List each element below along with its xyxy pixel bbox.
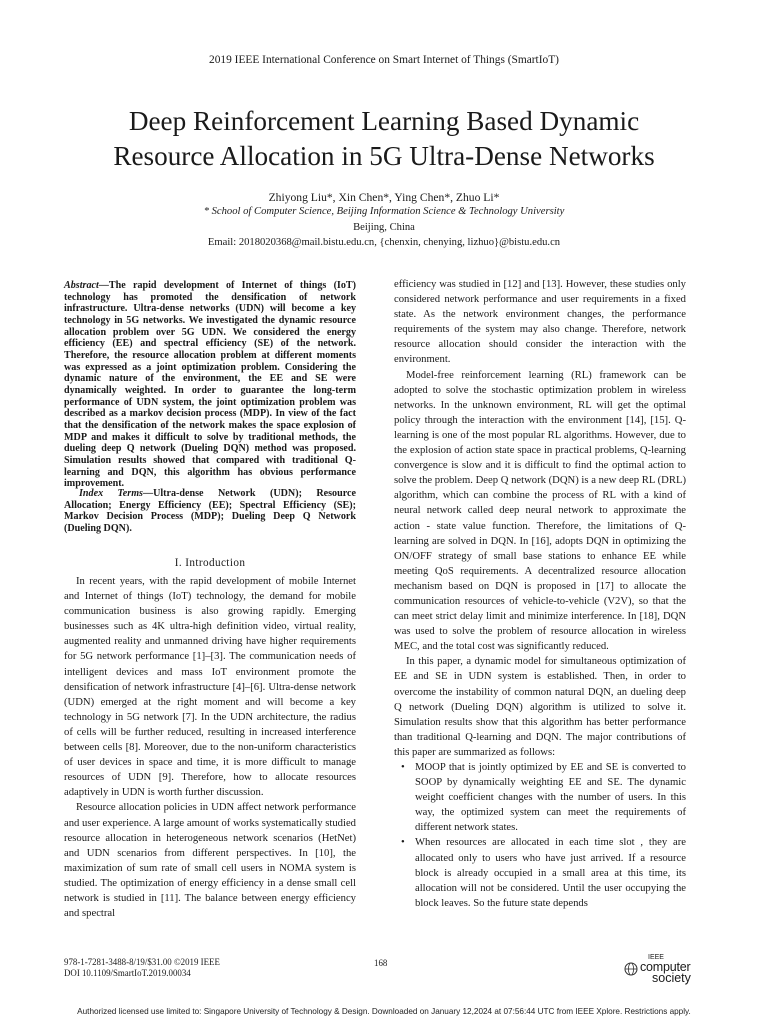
bullet-icon: • xyxy=(401,837,405,849)
paper-title-line-2: Resource Allocation in 5G Ultra-Dense Networks xyxy=(113,140,655,171)
abstract-label: Abstract xyxy=(64,280,99,291)
author-emails: Email: 2018020368@mail.bistu.edu.cn, {chenxin, chenying, lizhuo}@bistu.edu.cn xyxy=(207,237,561,248)
intro-paragraph-2: Resource allocation policies in UDN affect network performance and user experience. A large amount of works systematically studied resource allocation in heterogeneous network scenarios (HetNet) and UDN scenarios from different perspectives. In [10], the maximization of sum rate of small cell users in NOMA system is studied. The optimization of energy efficiency in a dense small cell network is studied in [11]. The balance between energy efficiency and spectral xyxy=(64,802,356,920)
contributions-list xyxy=(394,760,686,911)
right-column-body xyxy=(394,277,686,911)
globe-icon xyxy=(624,962,638,976)
right-paragraph-2: In this paper, a dynamic model for simultaneous optimization of EE and SE in UDN system is established. Then, in order to overcome the instability of common natural DQN, an dueling deep Q network (Dueling DQN) algorithm is utilized to solve it. Simulation results show that this algorithm has better performance than traditional Q-learning and DQN. The major contributions of this paper are summarized as follows: xyxy=(394,656,686,758)
bullet-icon: • xyxy=(401,762,405,773)
list-item xyxy=(401,835,686,910)
list-item-text: MOOP that is jointly optimized by EE and SE is converted to SOOP by dynamically weighting EE and SE. The dynamic weight coefficient changes with the number of users. In this way, the optimized system can meet the requirements of different network states. xyxy=(415,762,686,834)
section-heading-introduction: I. Introduction xyxy=(174,557,246,569)
index-terms-label: Index Terms xyxy=(79,488,143,499)
footer-doi: DOI 10.1109/SmartIoT.2019.00034 xyxy=(64,968,191,978)
list-item xyxy=(401,760,686,835)
license-notice: Authorized licensed use limited to: Singapore University of Technology & Design. Downloaded on January 12,2024 at 07:56:44 UTC from IEEE Xplore. Restrictions apply. xyxy=(77,1007,691,1016)
right-paragraph-1: Model-free reinforcement learning (RL) framework can be adopted to solve the stochastic optimization problem in wireless networks. In the unknown environment, RL will get the optimal policy through the interaction with the environment [14], [15]. Q-learning is one of the most popular RL algorithms. However, due to the explosion of action state space in practical problems, Q-learning convergence is slow and it is difficult to find the optimal action to solve the problem. Deep Q network (DQN) is a new deep RL (DRL) algorithm, which can combine the process of RL with a kind of neural network called deep neural network to approximate the action - state value function. Therefore, the limitations of Q-learning are solved in DQN. In [16], adopts DQN in optimizing the ON/OFF strategy of small base stations to enhance EE while meeting QoS requirements. A decentralized resource allocation mechanism based on DQN is proposed in [17] to allocate the communication resources of vehicle-to-vehicle (V2V), so that the can meet strict delay limit and minimize interference. In [18], DQN was used to solve the problem of resource allocation in wireless MEC, and the total cost was significantly reduced. xyxy=(394,369,686,653)
index-terms xyxy=(64,488,356,535)
logo-society-text: society xyxy=(652,971,691,985)
footer-isbn: 978-1-7281-3488-8/19/$31.00 ©2019 IEEE xyxy=(64,957,220,967)
paper-title-line-1: Deep Reinforcement Learning Based Dynamic xyxy=(128,106,640,136)
page-number: 168 xyxy=(374,958,388,968)
abstract xyxy=(64,280,356,490)
logo-computer-text: computer xyxy=(640,960,691,974)
abstract-text: —The rapid development of Internet of things (IoT) technology has promoted the densification of network infrastructure. Ultra-dense networks (UDN) will become a key technology in 5G networks. We investigated the dynamic resource allocation problem over 5G UDN. We considered the energy efficiency (EE) and spectral efficiency (SE) of the network. Therefore, the resource allocation problem at different moments was expressed as a joint optimization problem. Considering the dynamic nature of the environment, the EE and SE were dynamically weighted. In order to guarantee the long-term performance of UDN system, the joint optimization problem was described as a markov decision process (MDP). In view of the fact that the densification of the network makes the space explosion of MDP and makes it difficult to solve by traditional methods, the dueling deep Q network (Dueling DQN) method was proposed. Simulation results showed that compared with traditional Q-learning and DQN, this algorithm has obvious performance improvement. xyxy=(64,280,356,490)
affiliation-city: Beijing, China xyxy=(353,222,415,233)
computer-society-logo xyxy=(620,954,710,986)
list-item-text: When resources are allocated in each time slot , they are allocated only to users who have just arrived. If a resource block is already occupied in a small area at this time, its allocation will not be considered. Until the user occupying the block leaves. So the future state depends xyxy=(415,837,686,909)
footer-publication-info xyxy=(64,957,220,979)
intro-paragraph-1: In recent years, with the rapid development of mobile Internet and Internet of things (IoT) technology, the demand for mobile communication business is also growing rapidly. Emerging businesses such as 4K ultra-high definition video, virtual reality, augmented reality and unmanned driving have higher requirements for 5G network performance [1]–[3]. The communication needs of intelligent devices and mass IoT environment promote the densification of network infrastructure [4]–[6]. Ultra-dense network (UDN) emerged at the right moment and will become a key technology in 5G network [7]. In the UDN architecture, the radius of cells will be further reduced, resulting in increased interference between cells [8]. Moreover, due to the non-uniform characteristics of user devices in space and time, it is more difficult to manage resources of UDN [9]. Therefore, how to allocate resources adaptively in UDN is worth further discussion. xyxy=(64,576,356,799)
logo-ieee-text: IEEE xyxy=(648,954,664,961)
right-paragraph-0: efficiency was studied in [12] and [13]. However, these studies only considered network performance and user requirements in a fixed state. As the network environment changes, the performance requirements of the system may also change. Therefore, network resource allocation should consider the interaction with the environment. xyxy=(394,279,686,366)
introduction-body xyxy=(64,574,356,921)
index-terms-text: —Ultra-dense Network (UDN); Resource Allocation; Energy Efficiency (EE); Spectral Efficiency (SE); Markov Decision Process (MDP); Dueling Deep Q Network (Dueling DQN). xyxy=(64,488,356,534)
authors: Zhiyong Liu*, Xin Chen*, Ying Chen*, Zhuo Li* xyxy=(268,191,500,204)
affiliation: * School of Computer Science, Beijing Information Science & Technology University xyxy=(203,206,565,217)
conference-header: 2019 IEEE International Conference on Smart Internet of Things (SmartIoT) xyxy=(209,54,559,66)
paper-title xyxy=(0,104,768,173)
